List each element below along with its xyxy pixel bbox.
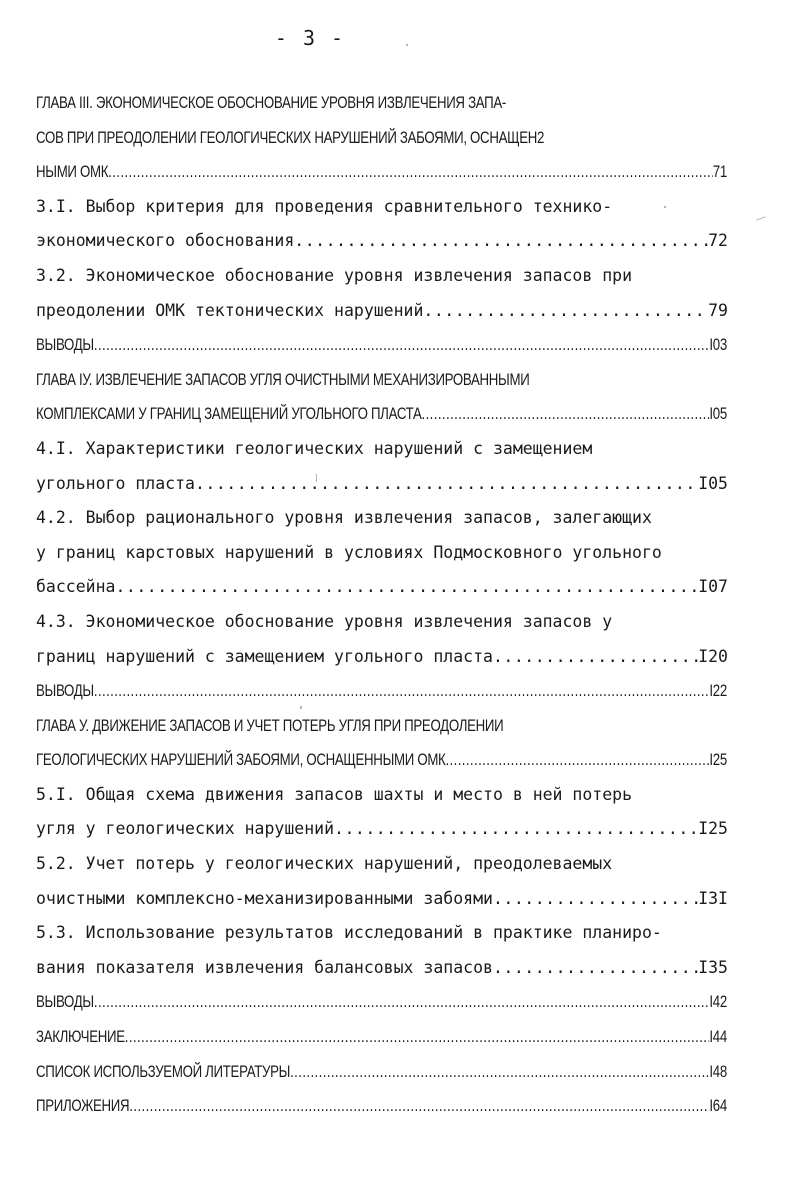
toc-page-number: I3I	[698, 888, 728, 908]
toc-page-number: I05	[709, 404, 727, 424]
toc-entry-text: 4.I. Характеристики геологических нарушений с замещением	[36, 438, 593, 458]
dot-leader	[422, 397, 710, 432]
toc-entry-text: ГЛАВА IУ. ИЗВЛЕЧЕНИЕ ЗАПАСОВ УГЛЯ ОЧИСТНЫМИ МЕХАНИЗИРОВАННЫМИ	[36, 369, 530, 389]
page-number: - 3 -	[274, 26, 346, 50]
toc-page-number: 72	[708, 231, 728, 251]
toc-entry	[36, 155, 727, 190]
dot-leader	[195, 467, 698, 502]
dot-leader	[493, 882, 698, 917]
toc-entry-text: ГЛАВА III. ЭКОНОМИЧЕСКОЕ ОБОСНОВАНИЕ УРОВНЯ ИЗВЛЕЧЕНИЯ ЗАПА-	[36, 93, 507, 112]
toc-entry-text: очистными комплексно-механизированными забоями	[36, 888, 493, 908]
toc-entry	[36, 190, 728, 225]
toc-entry-text: бассейна	[36, 577, 116, 597]
dot-leader	[94, 985, 710, 1020]
toc-page-number: I25	[698, 819, 728, 839]
toc-page-number: 79	[708, 300, 728, 320]
toc-entry-text: СПИСОК ИСПОЛЬЗУЕМОЙ ЛИТЕРАТУРЫ	[36, 1061, 291, 1081]
dot-leader	[423, 294, 708, 329]
dot-leader	[493, 640, 698, 675]
toc-entry	[36, 916, 728, 951]
toc-page-number: I03	[709, 335, 727, 355]
toc-page-number: I07	[698, 577, 728, 597]
toc-entry	[36, 224, 728, 259]
toc-entry	[36, 432, 728, 467]
toc-entry	[36, 570, 728, 605]
toc-entry-text: ВЫВОДЫ	[36, 992, 94, 1012]
toc-entry-text: 4.2. Выбор рационального уровня извлечения запасов, залегающих	[36, 508, 652, 528]
dot-leader	[290, 1055, 709, 1090]
table-of-contents	[36, 86, 728, 1124]
toc-entry-text: преодолении ОМК тектонических нарушений	[36, 300, 424, 320]
toc-entry-text: угля у геологических нарушений	[36, 819, 335, 839]
toc-entry	[36, 363, 727, 398]
toc-page-number: I48	[709, 1061, 727, 1081]
dot-leader	[334, 812, 698, 847]
toc-entry-text: угольного пласта	[36, 473, 195, 493]
toc-entry	[36, 259, 728, 294]
toc-entry-text: ЗАКЛЮЧЕНИЕ	[36, 1027, 125, 1047]
toc-entry	[36, 709, 727, 744]
toc-entry	[36, 985, 727, 1020]
toc-entry	[36, 674, 727, 709]
toc-entry	[36, 294, 728, 329]
toc-entry-text: ГЕОЛОГИЧЕСКИХ НАРУШЕНИЙ ЗАБОЯМИ, ОСНАЩЕННЫМИ ОМК	[36, 750, 446, 770]
toc-entry-text: 5.3. Использование результатов исследований в практике планиро-	[36, 923, 662, 943]
toc-entry	[36, 501, 728, 536]
toc-entry-text: НЫМИ ОМК	[36, 162, 109, 182]
dot-leader	[445, 743, 709, 778]
toc-page-number: I42	[709, 992, 727, 1012]
dot-leader	[493, 951, 698, 986]
toc-entry-text: ПРИЛОЖЕНИЯ	[36, 1096, 130, 1116]
dot-leader	[129, 1089, 709, 1124]
toc-entry-text: ВЫВОДЫ	[36, 681, 94, 701]
toc-page-number: I35	[698, 957, 728, 977]
toc-entry-text: 4.3. Экономическое обоснование уровня извлечения запасов у	[36, 611, 613, 631]
dot-leader	[94, 674, 710, 709]
scan-mark	[756, 216, 766, 220]
toc-page-number: 71	[712, 162, 727, 182]
toc-entry	[36, 467, 728, 502]
toc-entry	[36, 951, 728, 986]
toc-entry	[36, 397, 727, 432]
toc-page-number: I25	[709, 750, 727, 770]
scan-mark	[316, 474, 317, 482]
toc-entry	[36, 121, 727, 156]
toc-entry-text: 5.I. Общая схема движения запасов шахты и место в ней потерь	[36, 784, 633, 804]
toc-entry	[36, 605, 728, 640]
toc-entry	[36, 328, 727, 363]
toc-entry-text: у границ карстовых нарушений в условиях Подмосковного угольного	[36, 542, 662, 562]
toc-entry-text: ГЛАВА У. ДВИЖЕНИЕ ЗАПАСОВ И УЧЕТ ПОТЕРЬ УГЛЯ ПРИ ПРЕОДОЛЕНИИ	[36, 715, 504, 735]
dot-leader	[115, 570, 698, 605]
toc-entry-text: вания показателя извлечения балансовых запасов	[36, 957, 493, 977]
toc-entry-text: 3.I. Выбор критерия для проведения сравнительного технико-	[36, 196, 613, 216]
toc-page-number: I22	[709, 681, 727, 701]
dot-leader	[94, 328, 710, 363]
dot-leader	[125, 1020, 710, 1055]
toc-entry	[36, 812, 728, 847]
toc-page-number: I64	[709, 1096, 727, 1116]
toc-entry-text: КОМПЛЕКСАМИ У ГРАНИЦ ЗАМЕЩЕНИЙ УГОЛЬНОГО ПЛАСТА	[36, 404, 422, 424]
toc-entry-text: экономического обоснования	[36, 231, 295, 251]
toc-entry-text: ВЫВОДЫ	[36, 335, 94, 355]
toc-page-number: I05	[698, 473, 728, 493]
toc-entry-text: СОВ ПРИ ПРЕОДОЛЕНИИ ГЕОЛОГИЧЕСКИХ НАРУШЕНИЙ ЗАБОЯМИ, ОСНАЩЕН2	[36, 127, 545, 147]
toc-page-number: I20	[698, 646, 728, 666]
scan-mark	[664, 206, 666, 208]
toc-entry	[36, 640, 728, 675]
toc-entry	[36, 743, 727, 778]
dot-leader	[294, 224, 708, 259]
toc-entry	[36, 847, 728, 882]
toc-entry	[36, 882, 728, 917]
scan-mark	[406, 44, 408, 46]
toc-entry	[36, 1020, 727, 1055]
toc-entry	[36, 86, 727, 121]
scan-mark	[300, 706, 302, 709]
toc-entry-text: 3.2. Экономическое обоснование уровня извлечения запасов при	[36, 265, 633, 285]
toc-entry	[36, 1089, 727, 1124]
toc-entry-text: границ нарушений с замещением угольного пласта	[36, 646, 493, 666]
toc-page-number: I44	[709, 1027, 727, 1047]
toc-entry	[36, 778, 728, 813]
toc-entry-text: 5.2. Учет потерь у геологических нарушений, преодолеваемых	[36, 854, 613, 874]
dot-leader	[108, 155, 713, 190]
toc-entry	[36, 1055, 727, 1090]
toc-entry	[36, 536, 728, 571]
